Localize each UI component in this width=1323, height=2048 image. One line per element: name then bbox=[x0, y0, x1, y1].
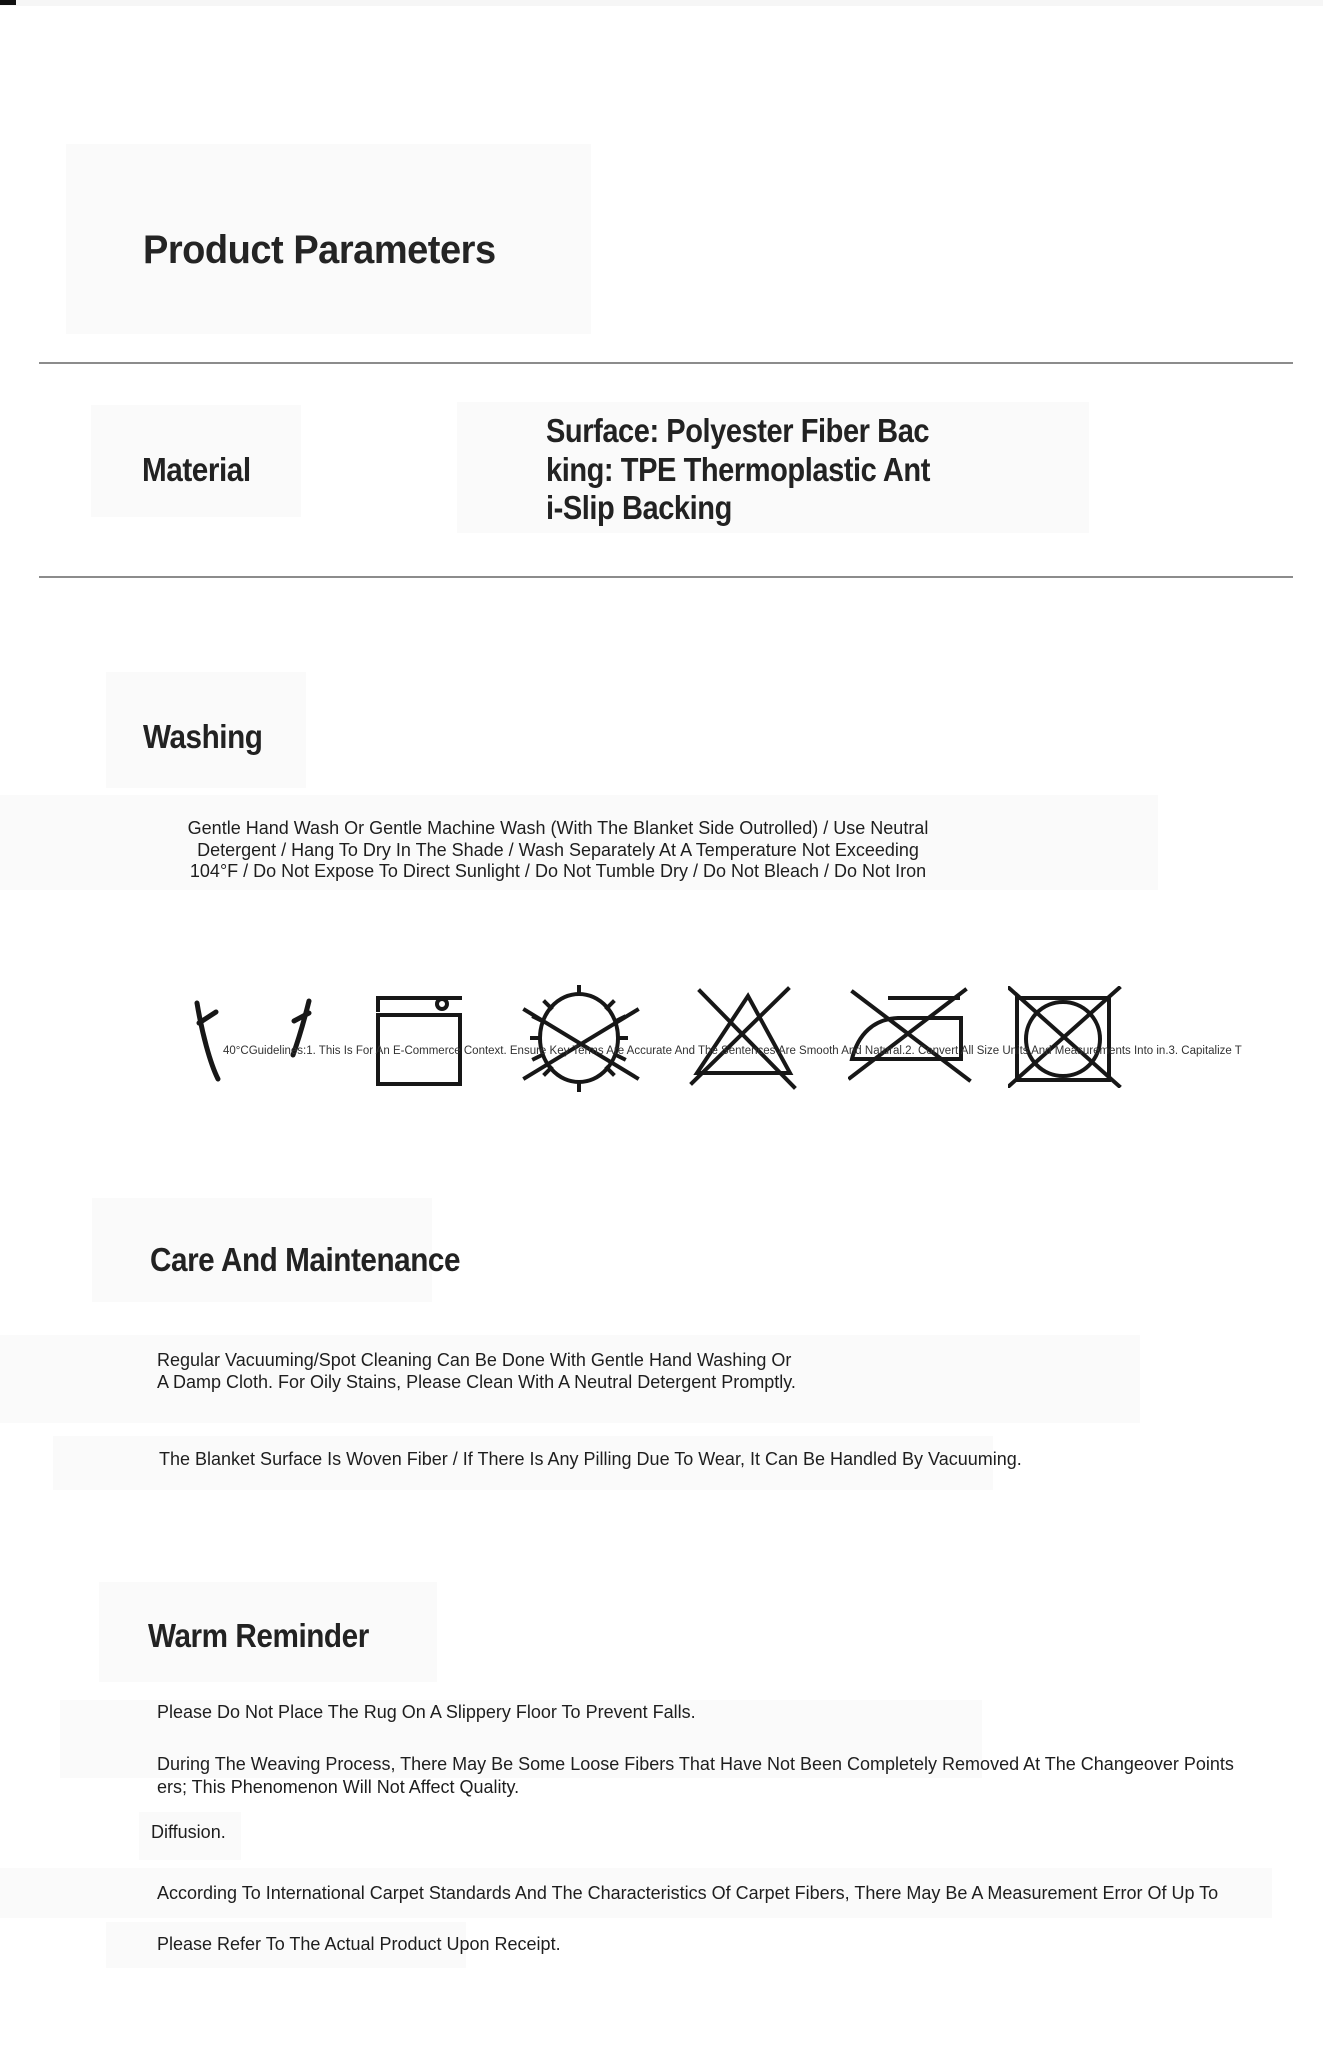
hand-wash-strokes-icon bbox=[185, 993, 320, 1088]
reminder-item: Diffusion. bbox=[151, 1822, 226, 1842]
washing-instructions-line: 104°F / Do Not Expose To Direct Sunlight / Do Not Tumble Dry / Do Not Bleach / Do Not Iron bbox=[189, 861, 927, 881]
top-strip bbox=[0, 0, 1323, 6]
do-not-iron-icon bbox=[848, 986, 973, 1086]
care-paragraph-line: Regular Vacuuming/Spot Cleaning Can Be Done With Gentle Hand Washing Or bbox=[157, 1350, 792, 1370]
washing-instructions-line: Gentle Hand Wash Or Gentle Machine Wash (With The Blanket Side Outrolled) / Use Neutral bbox=[187, 818, 929, 838]
overlay-caption: 40°CGuidelines:1. This Is For An E-Commerce Context. Ensure Key Terms Are Accurate And The Sentences Are Smooth And Natural.2. Convert All Size Units And Measurements Into in.3. Capitalize T bbox=[223, 1045, 1242, 1057]
reminder-item: According To International Carpet Standards And The Characteristics Of Carpet Fibers, There May Be A Measurement Error Of Up To bbox=[157, 1883, 1219, 1903]
do-not-sun-dry-icon bbox=[518, 985, 643, 1095]
reminder-item: Please Do Not Place The Rug On A Slippery Floor To Prevent Falls. bbox=[157, 1702, 696, 1722]
divider bbox=[39, 362, 1293, 364]
washing-instructions-line: Detergent / Hang To Dry In The Shade / Wash Separately At A Temperature Not Exceeding bbox=[197, 839, 919, 860]
do-not-bleach-icon bbox=[688, 983, 800, 1093]
care-paragraph-2: The Blanket Surface Is Woven Fiber / If There Is Any Pilling Due To Wear, It Can Be Handled By Vacuuming. bbox=[159, 1449, 1022, 1469]
reminder-heading: Warm Reminder bbox=[148, 1617, 369, 1654]
care-paragraph-line: A Damp Cloth. For Oily Stains, Please Clean With A Neutral Detergent Promptly. bbox=[157, 1372, 796, 1392]
care-heading: Care And Maintenance bbox=[150, 1241, 461, 1278]
material-label: Material bbox=[142, 451, 251, 488]
material-value bbox=[546, 412, 930, 528]
care-paragraph bbox=[157, 1349, 796, 1393]
material-value-line: Surface: Polyester Fiber Bac bbox=[546, 412, 930, 449]
reminder-item: ers; This Phenomenon Will Not Affect Quality. bbox=[157, 1777, 520, 1797]
page-title: Product Parameters bbox=[143, 228, 496, 272]
divider bbox=[39, 576, 1293, 578]
material-value-line: i-Slip Backing bbox=[546, 489, 732, 526]
material-value-line: king: TPE Thermoplastic Ant bbox=[546, 450, 930, 488]
washing-heading: Washing bbox=[143, 718, 263, 755]
reminder-item: During The Weaving Process, There May Be Some Loose Fibers That Have Not Been Completely Removed At The Changeover Points bbox=[157, 1754, 1234, 1774]
reminder-item: Please Refer To The Actual Product Upon Receipt. bbox=[157, 1934, 561, 1954]
top-strip-accent bbox=[0, 0, 16, 5]
do-not-tumble-dry-icon bbox=[1008, 986, 1122, 1088]
washing-instructions bbox=[35, 818, 1081, 883]
machine-wash-icon bbox=[372, 988, 467, 1088]
